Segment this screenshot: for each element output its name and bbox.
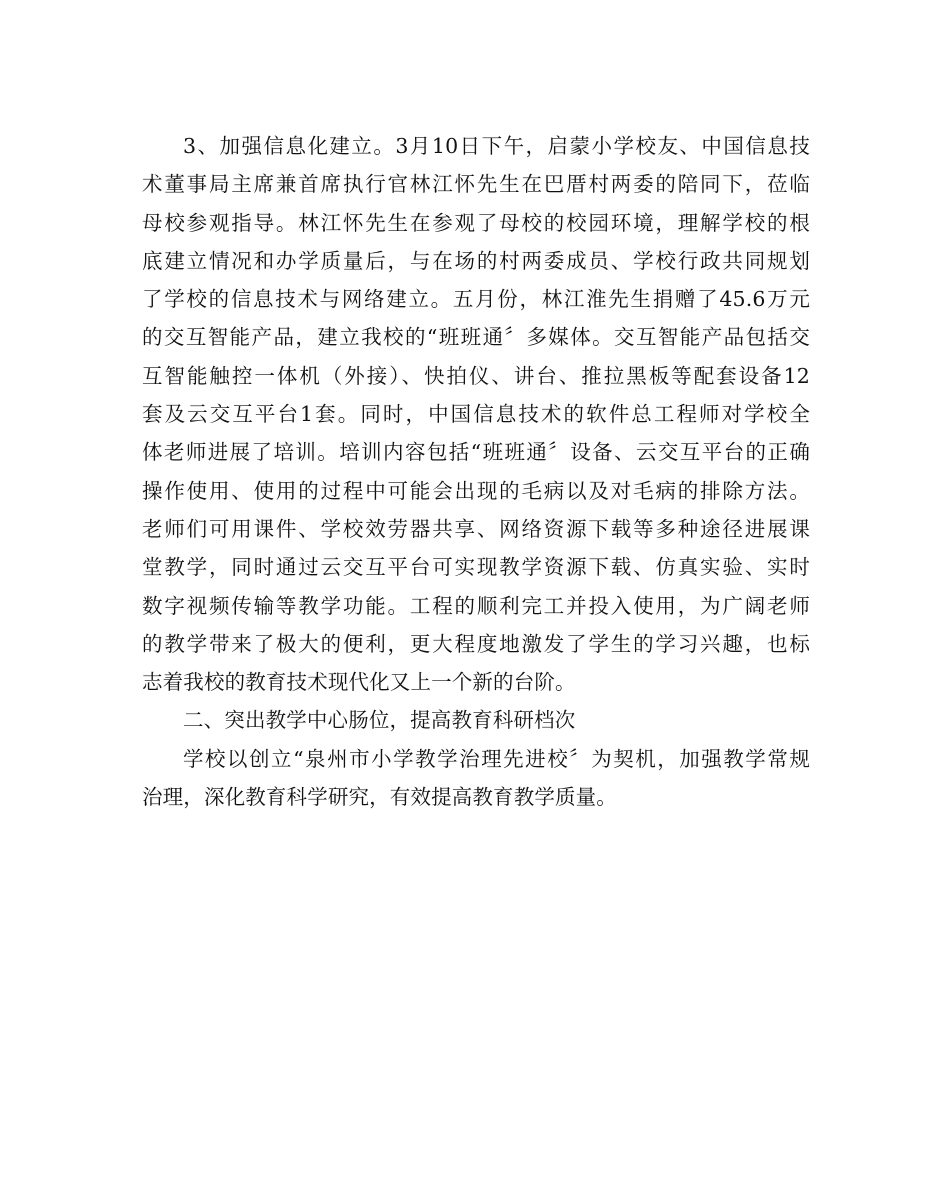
paragraph-line: 的交互智能产品，建立我校的“班班通〞多媒体。交互智能产品包括交 xyxy=(142,325,810,350)
paragraph-line: 了学校的信息技术与网络建立。五月份，林江淮先生捐赠了45.6万元 xyxy=(142,287,810,312)
paragraph-line: 套及云交互平台1套。同时，中国信息技术的软件总工程师对学校全 xyxy=(142,402,810,427)
paragraph-line: 治理，深化教育科学研究，有效提高教育教学质量。 xyxy=(142,785,617,810)
paragraph-line: 母校参观指导。林江怀先生在参观了母校的校园环境，理解学校的根 xyxy=(142,210,810,235)
paragraph-informatization xyxy=(142,127,810,701)
paragraph-line: 术董事局主席兼首席执行官林江怀先生在巴厝村两委的陪同下，莅临 xyxy=(142,172,810,197)
paragraph-line: 志着我校的教育技术现代化又上一个新的台阶。 xyxy=(142,670,576,695)
section-heading: 二、突出教学中心肠位，提高教育科研档次 xyxy=(183,708,576,733)
paragraph-line: 学校以创立“泉州市小学教学治理先进校〞为契机，加强教学常规 xyxy=(183,746,810,771)
paragraph-line: 操作使用、使用的过程中可能会出现的毛病以及对毛病的排除方法。 xyxy=(142,478,810,503)
paragraph-line: 老师们可用课件、学校效劳器共享、网络资源下载等多种途径进展课 xyxy=(142,516,810,541)
paragraph-line: 数字视频传输等教学功能。工程的顺利完工并投入使用，为广阔老师 xyxy=(142,593,810,618)
paragraph-line: 底建立情况和办学质量后，与在场的村两委成员、学校行政共同规划 xyxy=(142,248,810,273)
paragraph-line: 体老师进展了培训。培训内容包括“班班通〞设备、云交互平台的正确 xyxy=(142,440,810,465)
paragraph-teaching-management xyxy=(142,740,810,817)
document-body xyxy=(142,127,810,816)
paragraph-line: 3、加强信息化建立。3月10日下午，启蒙小学校友、中国信息技 xyxy=(183,134,810,158)
paragraph-line: 堂教学，同时通过云交互平台可实现教学资源下载、仿真实验、实时 xyxy=(142,555,810,580)
paragraph-line: 的教学带来了极大的便利，更大程度地激发了学生的学习兴趣，也标 xyxy=(142,631,810,656)
paragraph-line: 互智能触控一体机（外接）、快拍仪、讲台、推拉黑板等配套设备12 xyxy=(142,363,810,388)
